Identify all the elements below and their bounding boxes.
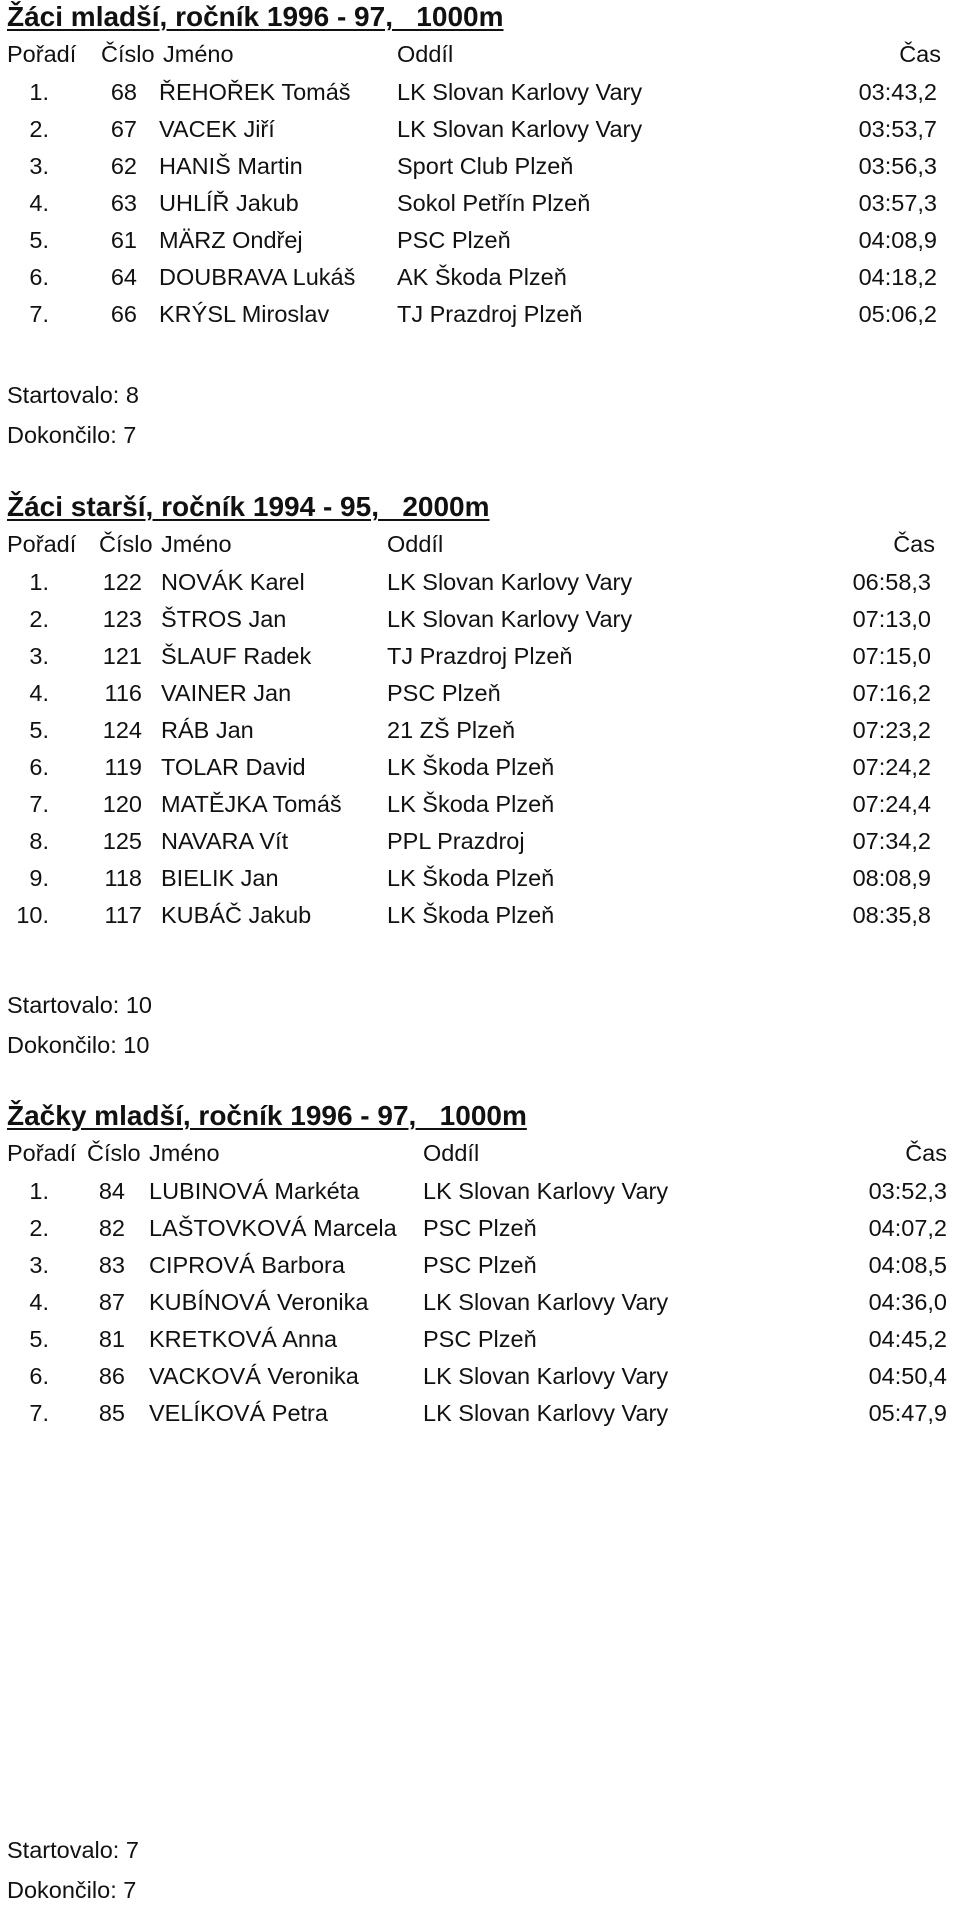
bib-number-cell: 82: [98, 1215, 125, 1241]
athlete-name-cell: LUBINOVÁ Markéta: [149, 1178, 360, 1204]
athlete-name-cell: UHLÍŘ Jakub: [159, 190, 299, 216]
position-cell: 2.: [29, 1215, 49, 1241]
athlete-name-cell: KUBÍNOVÁ Veronika: [149, 1289, 369, 1315]
time-cell: 03:53,7: [858, 116, 937, 142]
table-row: [7, 148, 947, 185]
athlete-name-cell: MÄRZ Ondřej: [159, 227, 303, 253]
table-row: [7, 897, 947, 934]
bib-number-cell: 86: [98, 1363, 125, 1389]
club-cell: LK Slovan Karlovy Vary: [397, 79, 643, 105]
position-cell: 3.: [29, 153, 49, 179]
summary: [7, 377, 139, 457]
time-cell: 05:47,9: [868, 1400, 947, 1426]
results-section-boys-older: [7, 490, 947, 1058]
position-cell: 8.: [29, 828, 49, 854]
position-cell: 4.: [29, 1289, 49, 1315]
table-row: [7, 638, 947, 675]
club-cell: LK Slovan Karlovy Vary: [423, 1363, 669, 1389]
athlete-name-cell: ŠLAUF Radek: [161, 643, 312, 669]
club-cell: PSC Plzeň: [397, 227, 511, 253]
time-cell: 07:15,0: [852, 643, 931, 669]
club-cell: 21 ZŠ Plzeň: [387, 717, 516, 743]
results-section-girls-younger: [7, 1099, 947, 1903]
position-cell: 4.: [29, 190, 49, 216]
time-cell: 04:07,2: [868, 1215, 947, 1241]
bib-number-cell: 120: [102, 791, 142, 817]
time-cell: 07:16,2: [852, 680, 931, 706]
table-row: [7, 1358, 947, 1395]
bib-number-cell: 67: [110, 116, 137, 142]
athlete-name-cell: KUBÁČ Jakub: [161, 902, 312, 928]
athlete-name-cell: DOUBRAVA Lukáš: [159, 264, 356, 290]
table-header: [7, 524, 947, 562]
bib-number-cell: 121: [102, 643, 142, 669]
bib-number-cell: 124: [102, 717, 142, 743]
bib-number-cell: 61: [110, 227, 137, 253]
club-cell: LK Škoda Plzeň: [387, 754, 555, 780]
table-row: [7, 601, 947, 638]
club-cell: AK Škoda Plzeň: [397, 264, 567, 290]
table-row: [7, 1395, 947, 1432]
bib-number-cell: 83: [98, 1252, 125, 1278]
summary: [7, 987, 152, 1067]
bib-number-cell: 66: [110, 301, 137, 327]
time-cell: 08:35,8: [852, 902, 931, 928]
header-club: Oddíl: [387, 531, 444, 557]
position-cell: 6.: [29, 1363, 49, 1389]
header-time: Čas: [905, 1140, 947, 1166]
results-table: [7, 564, 947, 934]
time-cell: 04:36,0: [868, 1289, 947, 1315]
club-cell: LK Slovan Karlovy Vary: [423, 1178, 669, 1204]
athlete-name-cell: NAVARA Vít: [161, 828, 289, 854]
time-cell: 03:52,3: [868, 1178, 947, 1204]
athlete-name-cell: VACEK Jiří: [159, 116, 275, 142]
section-title: Žáci mladší, ročník 1996 - 97, 1000m: [7, 1, 504, 32]
athlete-name-cell: ŠTROS Jan: [161, 606, 287, 632]
club-cell: LK Slovan Karlovy Vary: [397, 116, 643, 142]
position-cell: 1.: [29, 79, 49, 105]
time-cell: 05:06,2: [858, 301, 937, 327]
athlete-name-cell: HANIŠ Martin: [159, 153, 303, 179]
table-row: [7, 259, 947, 296]
header-number: Číslo: [87, 1140, 141, 1166]
club-cell: Sport Club Plzeň: [397, 153, 574, 179]
bib-number-cell: 122: [102, 569, 142, 595]
athlete-name-cell: LAŠTOVKOVÁ Marcela: [149, 1215, 397, 1241]
position-cell: 3.: [29, 1252, 49, 1278]
position-cell: 2.: [29, 606, 49, 632]
table-row: [7, 296, 947, 333]
results-section-boys-younger: [7, 0, 947, 448]
club-cell: PSC Plzeň: [423, 1215, 537, 1241]
section-title: Žáci starší, ročník 1994 - 95, 2000m: [7, 491, 490, 522]
athlete-name-cell: BIELIK Jan: [161, 865, 279, 891]
club-cell: LK Škoda Plzeň: [387, 865, 555, 891]
header-position: Pořadí: [7, 1140, 77, 1166]
table-row: [7, 1284, 947, 1321]
club-cell: LK Slovan Karlovy Vary: [387, 569, 633, 595]
club-cell: LK Slovan Karlovy Vary: [423, 1400, 669, 1426]
bib-number-cell: 81: [98, 1326, 125, 1352]
header-number: Číslo: [101, 41, 155, 67]
started-count: Startovalo: 8: [7, 382, 139, 408]
time-cell: 07:13,0: [852, 606, 931, 632]
time-cell: 07:23,2: [852, 717, 931, 743]
table-row: [7, 860, 947, 897]
time-cell: 07:24,4: [852, 791, 931, 817]
bib-number-cell: 63: [110, 190, 137, 216]
position-cell: 6.: [29, 754, 49, 780]
bib-number-cell: 125: [102, 828, 142, 854]
club-cell: LK Slovan Karlovy Vary: [423, 1289, 669, 1315]
club-cell: TJ Prazdroj Plzeň: [397, 301, 583, 327]
position-cell: 7.: [29, 1400, 49, 1426]
athlete-name-cell: VAINER Jan: [161, 680, 292, 706]
position-cell: 1.: [29, 569, 49, 595]
table-row: [7, 185, 947, 222]
bib-number-cell: 118: [104, 865, 142, 891]
table-row: [7, 564, 947, 601]
position-cell: 5.: [29, 1326, 49, 1352]
bib-number-cell: 64: [110, 264, 137, 290]
position-cell: 9.: [29, 865, 49, 891]
time-cell: 04:08,5: [868, 1252, 947, 1278]
time-cell: 06:58,3: [852, 569, 931, 595]
position-cell: 6.: [29, 264, 49, 290]
athlete-name-cell: CIPROVÁ Barbora: [149, 1252, 345, 1278]
time-cell: 04:50,4: [868, 1363, 947, 1389]
header-time: Čas: [899, 41, 941, 67]
position-cell: 7.: [29, 791, 49, 817]
table-row: [7, 1173, 947, 1210]
position-cell: 10.: [16, 902, 49, 928]
time-cell: 03:56,3: [858, 153, 937, 179]
table-row: [7, 712, 947, 749]
table-row: [7, 675, 947, 712]
athlete-name-cell: TOLAR David: [161, 754, 306, 780]
table-row: [7, 823, 947, 860]
club-cell: LK Škoda Plzeň: [387, 902, 555, 928]
time-cell: 07:34,2: [852, 828, 931, 854]
header-club: Oddíl: [423, 1140, 480, 1166]
position-cell: 4.: [29, 680, 49, 706]
time-cell: 07:24,2: [852, 754, 931, 780]
position-cell: 5.: [29, 717, 49, 743]
header-time: Čas: [893, 531, 935, 557]
bib-number-cell: 119: [104, 754, 142, 780]
table-row: [7, 749, 947, 786]
table-row: [7, 222, 947, 259]
header-position: Pořadí: [7, 41, 77, 67]
athlete-name-cell: VACKOVÁ Veronika: [149, 1363, 359, 1389]
time-cell: 04:45,2: [868, 1326, 947, 1352]
club-cell: PSC Plzeň: [423, 1252, 537, 1278]
started-count: Startovalo: 10: [7, 992, 153, 1018]
athlete-name-cell: RÁB Jan: [161, 717, 254, 743]
table-header: [7, 34, 947, 72]
club-cell: PSC Plzeň: [423, 1326, 537, 1352]
athlete-name-cell: KRÝSL Miroslav: [159, 301, 330, 327]
header-name: Jméno: [163, 41, 234, 67]
section-title: Žačky mladší, ročník 1996 - 97, 1000m: [7, 1100, 527, 1131]
club-cell: PSC Plzeň: [387, 680, 501, 706]
bib-number-cell: 62: [110, 153, 137, 179]
club-cell: LK Slovan Karlovy Vary: [387, 606, 633, 632]
header-name: Jméno: [161, 531, 232, 557]
position-cell: 3.: [29, 643, 49, 669]
table-row: [7, 1321, 947, 1358]
time-cell: 03:43,2: [858, 79, 937, 105]
header-position: Pořadí: [7, 531, 77, 557]
finished-count: Dokončilo: 10: [7, 1032, 150, 1058]
time-cell: 04:18,2: [858, 264, 937, 290]
club-cell: TJ Prazdroj Plzeň: [387, 643, 573, 669]
bib-number-cell: 123: [102, 606, 142, 632]
bib-number-cell: 84: [98, 1178, 125, 1204]
header-club: Oddíl: [397, 41, 454, 67]
athlete-name-cell: VELÍKOVÁ Petra: [149, 1400, 328, 1426]
position-cell: 7.: [29, 301, 49, 327]
table-row: [7, 74, 947, 111]
position-cell: 2.: [29, 116, 49, 142]
table-header: [7, 1133, 947, 1171]
results-table: [7, 1173, 947, 1432]
summary: [7, 1832, 139, 1912]
table-row: [7, 1210, 947, 1247]
table-row: [7, 786, 947, 823]
time-cell: 04:08,9: [858, 227, 937, 253]
athlete-name-cell: MATĚJKA Tomáš: [161, 791, 342, 817]
header-name: Jméno: [149, 1140, 220, 1166]
finished-count: Dokončilo: 7: [7, 422, 137, 448]
started-count: Startovalo: 7: [7, 1837, 139, 1863]
athlete-name-cell: ŘEHOŘEK Tomáš: [159, 79, 351, 105]
athlete-name-cell: KRETKOVÁ Anna: [149, 1326, 338, 1352]
finished-count: Dokončilo: 7: [7, 1877, 137, 1903]
bib-number-cell: 116: [104, 680, 142, 706]
table-row: [7, 111, 947, 148]
athlete-name-cell: NOVÁK Karel: [161, 569, 305, 595]
header-number: Číslo: [99, 531, 153, 557]
club-cell: LK Škoda Plzeň: [387, 791, 555, 817]
bib-number-cell: 117: [104, 902, 142, 928]
bib-number-cell: 85: [98, 1400, 125, 1426]
club-cell: Sokol Petřín Plzeň: [397, 190, 591, 216]
time-cell: 03:57,3: [858, 190, 937, 216]
table-row: [7, 1247, 947, 1284]
time-cell: 08:08,9: [852, 865, 931, 891]
results-table: [7, 74, 947, 333]
bib-number-cell: 68: [110, 79, 137, 105]
position-cell: 5.: [29, 227, 49, 253]
bib-number-cell: 87: [98, 1289, 125, 1315]
club-cell: PPL Prazdroj: [387, 828, 525, 854]
position-cell: 1.: [29, 1178, 49, 1204]
